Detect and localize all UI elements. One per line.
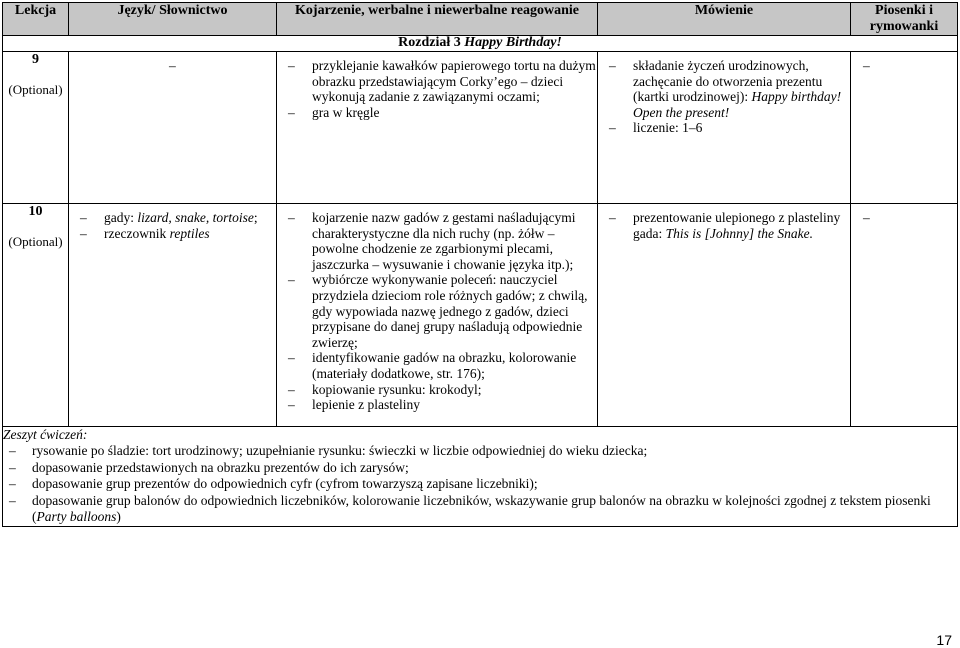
chapter-title bbox=[3, 36, 958, 52]
list-item: – dopasowanie grup prezentów do odpowiednich cyfr (cyfrom towarzyszą zapisane liczebniki); bbox=[3, 476, 957, 493]
vocab-punct: ; bbox=[253, 210, 258, 225]
header-row bbox=[3, 3, 958, 36]
lesson-optional: (Optional) bbox=[8, 82, 63, 97]
workbook-cell bbox=[3, 427, 958, 527]
list-item: – dopasowanie przedstawionych na obrazku prezentów do ich zarysów; bbox=[3, 460, 957, 477]
lesson-optional: (Optional) bbox=[8, 234, 63, 249]
workbook-item-end: ) bbox=[116, 509, 121, 524]
workbook-list bbox=[3, 443, 957, 526]
empty-dash: – bbox=[863, 210, 870, 225]
reacting-list bbox=[277, 58, 597, 120]
songs-cell bbox=[851, 204, 958, 427]
speaking-phrase: Happy birthday! Open the present! bbox=[633, 89, 842, 120]
lesson-row-9 bbox=[3, 52, 958, 204]
vocabulary-list bbox=[69, 210, 276, 241]
chapter-row bbox=[3, 36, 958, 52]
header-reacting: Kojarzenie, werbalne i niewerbalne reagowanie bbox=[277, 3, 598, 36]
chapter-prefix: Rozdział 3 bbox=[398, 35, 465, 50]
list-item: – gra w kręgle bbox=[277, 105, 597, 121]
list-item: – przyklejanie kawałków papierowego tortu na dużym obrazku przedstawiającym Corky’ego – dzieci wykonują zadanie z zawiązanymi oczami; bbox=[277, 58, 597, 105]
speaking-cell bbox=[598, 204, 851, 427]
song-title: Party balloons bbox=[36, 509, 117, 524]
page-number: 17 bbox=[936, 632, 952, 648]
lesson-number: 9 bbox=[32, 52, 39, 67]
reacting-list bbox=[277, 210, 597, 413]
header-speaking: Mówienie bbox=[598, 3, 851, 36]
vocab-label: rzeczownik bbox=[104, 225, 170, 241]
list-item: – kopiowanie rysunku: krokodyl; bbox=[277, 382, 597, 398]
speaking-text: prezentowanie ulepionego z plasteliny gada: bbox=[633, 210, 841, 241]
list-item bbox=[598, 210, 850, 241]
speaking-list bbox=[598, 210, 850, 241]
speaking-cell bbox=[598, 52, 851, 204]
lesson-cell bbox=[3, 52, 69, 204]
vocabulary-cell bbox=[69, 204, 277, 427]
list-item: – lepienie z plasteliny bbox=[277, 397, 597, 413]
reacting-cell bbox=[277, 52, 598, 204]
list-item bbox=[69, 210, 276, 226]
speaking-list bbox=[598, 58, 850, 136]
empty-dash: – bbox=[169, 58, 176, 73]
list-item: – wybiórcze wykonywanie poleceń: nauczyciel przydziela dzieciom role różnych gadów; z chwilą, gdy wypowiada nazwę jednego z gadów, dzieci przypisane do danej grupy naśladują odpowiednie zwierzę; bbox=[277, 272, 597, 350]
list-item bbox=[69, 226, 276, 242]
vocab-label: gady: bbox=[104, 210, 138, 225]
speaking-phrase: This is [Johnny] the Snake. bbox=[665, 225, 813, 241]
vocab-words: lizard, snake, tortoise bbox=[137, 210, 254, 225]
header-vocabulary: Język/ Słownictwo bbox=[69, 3, 277, 36]
songs-cell bbox=[851, 52, 958, 204]
lesson-number: 10 bbox=[28, 204, 43, 219]
list-item: – rysowanie po śladzie: tort urodzinowy; uzupełnianie rysunku: świeczki w liczbie odpowiedniej do wieku dziecka; bbox=[3, 443, 957, 460]
list-item bbox=[3, 493, 957, 526]
speaking-text: składanie życzeń urodzinowych, zachęcanie do otworzenia prezentu (kartki urodzinowej): bbox=[633, 58, 823, 105]
list-item: – liczenie: 1–6 bbox=[598, 120, 850, 136]
lesson-cell bbox=[3, 204, 69, 427]
workbook-item-text: dopasowanie grup balonów do odpowiednich liczebników, kolorowanie liczebników, wskazywanie grup balonów na obrazku w kolejności zgodnej z tekstem piosenki ( bbox=[32, 492, 931, 524]
vocab-words: reptiles bbox=[169, 225, 210, 241]
lesson-plan-table bbox=[2, 2, 958, 527]
workbook-title: Zeszyt ćwiczeń: bbox=[3, 427, 88, 442]
vocabulary-cell bbox=[69, 52, 277, 204]
list-item: – kojarzenie nazw gadów z gestami naśladującymi charakterystyczne dla nich ruchy (np. żółw – powolne chodzenie ze zgarbionymi plecami, jaszczurka – wysuwanie i chowanie języka itp.); bbox=[277, 210, 597, 272]
workbook-row bbox=[3, 427, 958, 527]
list-item bbox=[598, 58, 850, 120]
lesson-row-10 bbox=[3, 204, 958, 427]
header-songs: Piosenki i rymowanki bbox=[851, 3, 958, 36]
reacting-cell bbox=[277, 204, 598, 427]
list-item: – identyfikowanie gadów na obrazku, kolorowanie (materiały dodatkowe, str. 176); bbox=[277, 350, 597, 381]
header-lesson: Lekcja bbox=[3, 3, 69, 36]
chapter-name: Happy Birthday! bbox=[464, 35, 562, 50]
empty-dash: – bbox=[863, 58, 870, 73]
